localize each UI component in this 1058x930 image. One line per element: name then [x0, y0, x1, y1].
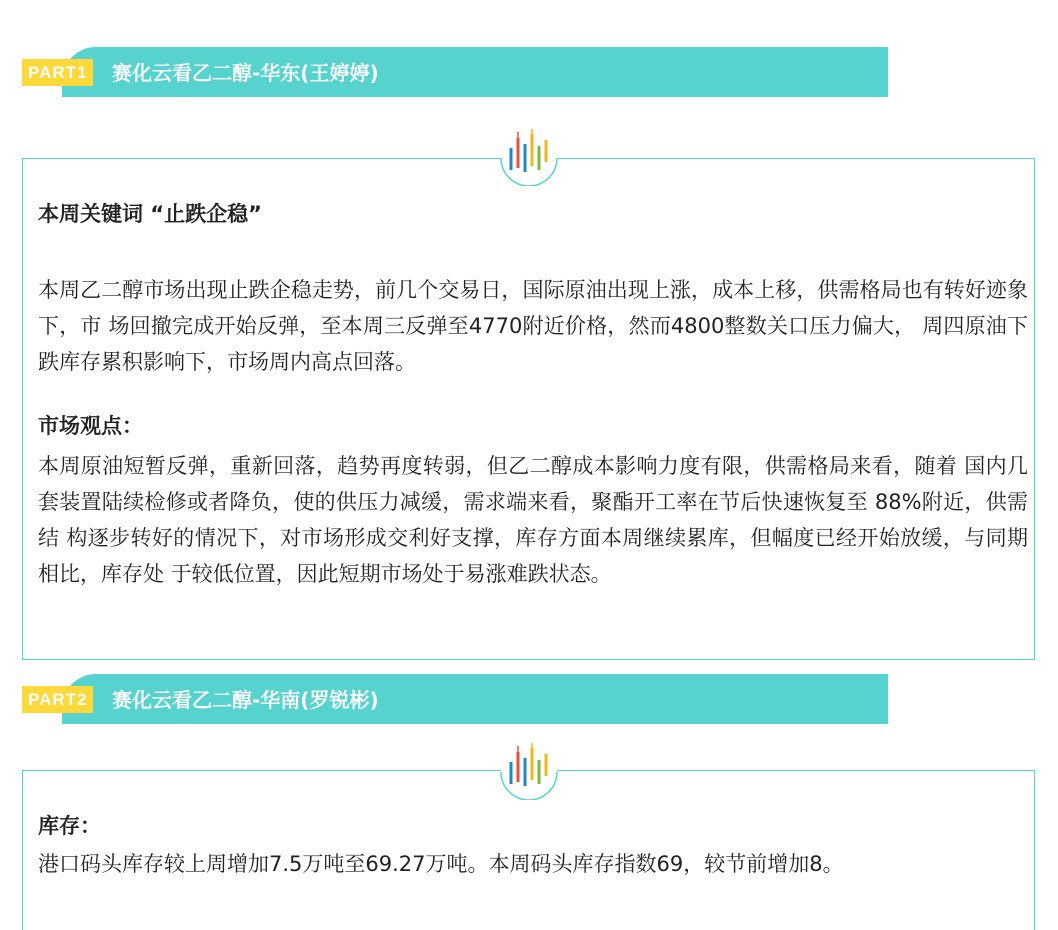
part2-banner	[22, 674, 888, 726]
part2-tag: PART2	[22, 686, 93, 713]
part2-title: 赛化云看乙二醇-华南(罗锐彬)	[112, 688, 379, 712]
chart-logo-icon	[497, 740, 561, 800]
inventory-heading: 库存：	[38, 814, 101, 838]
chart-logo-icon	[497, 126, 561, 186]
market-view-paragraph: 本周原油短暂反弹，重新回落，趋势再度转弱，但乙二醇成本影响力度有限，供需格局来看，随着 国内几套装置陆续检修或者降负，使的供压力减缓，需求端来看，聚酯开工率在节后快速恢复至 88%附近，供需结 构逐步转好的情况下，对市场形成交利好支撑，库存方面本周继续累库，但幅度已经开始放缓，与同期相比，库存处 于较低位置，因此短期市场处于易涨难跌状态。	[38, 454, 1028, 586]
keyword-heading: 本周关键词 “止跌企稳”	[38, 202, 262, 226]
part1-banner	[22, 47, 888, 99]
part1-title: 赛化云看乙二醇-华东(王婷婷)	[112, 61, 379, 85]
summary-paragraph: 本周乙二醇市场出现止跌企稳走势，前几个交易日，国际原油出现上涨，成本上移，供需格局也有转好迹象下，市 场回撤完成开始反弹，至本周三反弹至4770附近价格，然而4800整数关口压力偏大， 周四原油下跌库存累积影响下，市场周内高点回落。	[38, 278, 1028, 374]
part1-tag: PART1	[22, 59, 93, 86]
market-view-heading: 市场观点：	[38, 414, 143, 438]
inventory-paragraph: 港口码头库存较上周增加7.5万吨至69.27万吨。本周码头库存指数69，较节前增加8。	[38, 852, 844, 876]
